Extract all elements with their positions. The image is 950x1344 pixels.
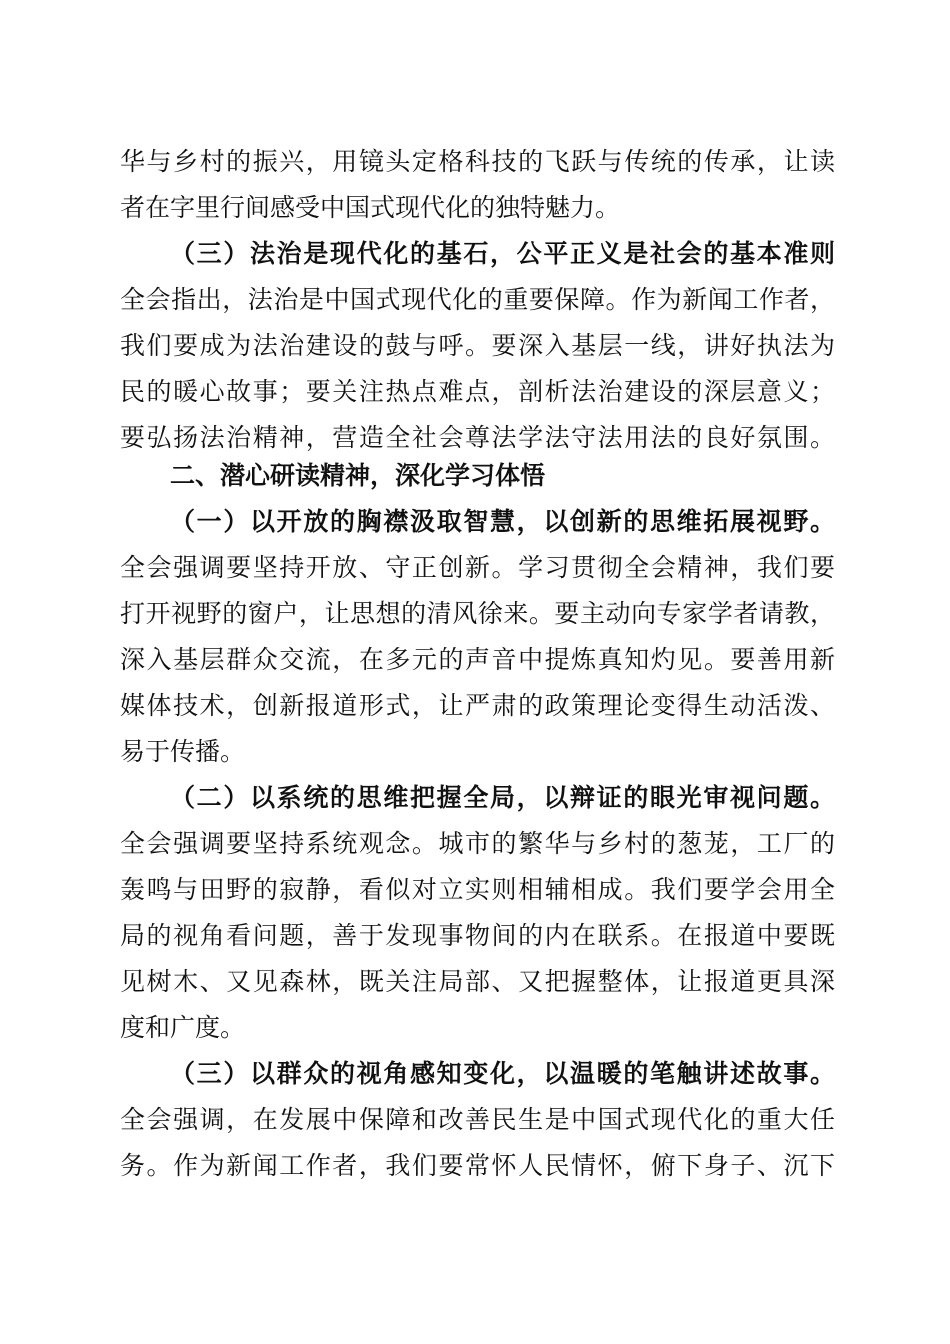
body-line: 全会强调要坚持系统观念。城市的繁华与乡村的葱茏，工厂的 (120, 829, 835, 858)
subheading-1-openness: （一）以开放的胸襟汲取智慧，以创新的思维拓展视野。 (170, 507, 835, 536)
body-line: 深入基层群众交流，在多元的声音中提炼真知灼见。要善用新 (120, 645, 835, 674)
body-line: 度和广度。 (120, 1013, 246, 1042)
body-line: 者在字里行间感受中国式现代化的独特魅力。 (120, 193, 621, 222)
subheading-3-people-perspective: （三）以群众的视角感知变化，以温暖的笔触讲述故事。 (170, 1059, 835, 1088)
subheading-3-rule-of-law: （三）法治是现代化的基石，公平正义是社会的基本准则 (170, 239, 835, 268)
body-line: 全会指出，法治是中国式现代化的重要保障。作为新闻工作者， (120, 285, 835, 314)
body-line: 我们要成为法治建设的鼓与呼。要深入基层一线，讲好执法为 (120, 331, 835, 360)
body-line: 见树木、又见森林，既关注局部、又把握整体，让报道更具深 (120, 967, 835, 996)
section-heading-2: 二、潜心研读精神，深化学习体悟 (170, 461, 546, 490)
body-line: 全会强调，在发展中保障和改善民生是中国式现代化的重大任 (120, 1105, 835, 1134)
body-line: 易于传播。 (120, 737, 246, 766)
body-line: 局的视角看问题，善于发现事物间的内在联系。在报道中要既 (120, 921, 835, 950)
body-line: 要弘扬法治精神，营造全社会尊法学法守法用法的良好氛围。 (120, 423, 835, 452)
body-line: 全会强调要坚持开放、守正创新。学习贯彻全会精神，我们要 (120, 553, 835, 582)
body-line: 轰鸣与田野的寂静，看似对立实则相辅相成。我们要学会用全 (120, 875, 835, 904)
body-line: 媒体技术，创新报道形式，让严肃的政策理论变得生动活泼、 (120, 691, 835, 720)
body-line: 打开视野的窗户，让思想的清风徐来。要主动向专家学者请教， (120, 599, 835, 628)
subheading-2-systems-thinking: （二）以系统的思维把握全局，以辩证的眼光审视问题。 (170, 783, 835, 812)
body-line: 民的暖心故事；要关注热点难点，剖析法治建设的深层意义； (120, 377, 835, 406)
body-line: 务。作为新闻工作者，我们要常怀人民情怀，俯下身子、沉下 (120, 1151, 835, 1180)
body-line: 华与乡村的振兴，用镜头定格科技的飞跃与传统的传承，让读 (120, 147, 835, 176)
